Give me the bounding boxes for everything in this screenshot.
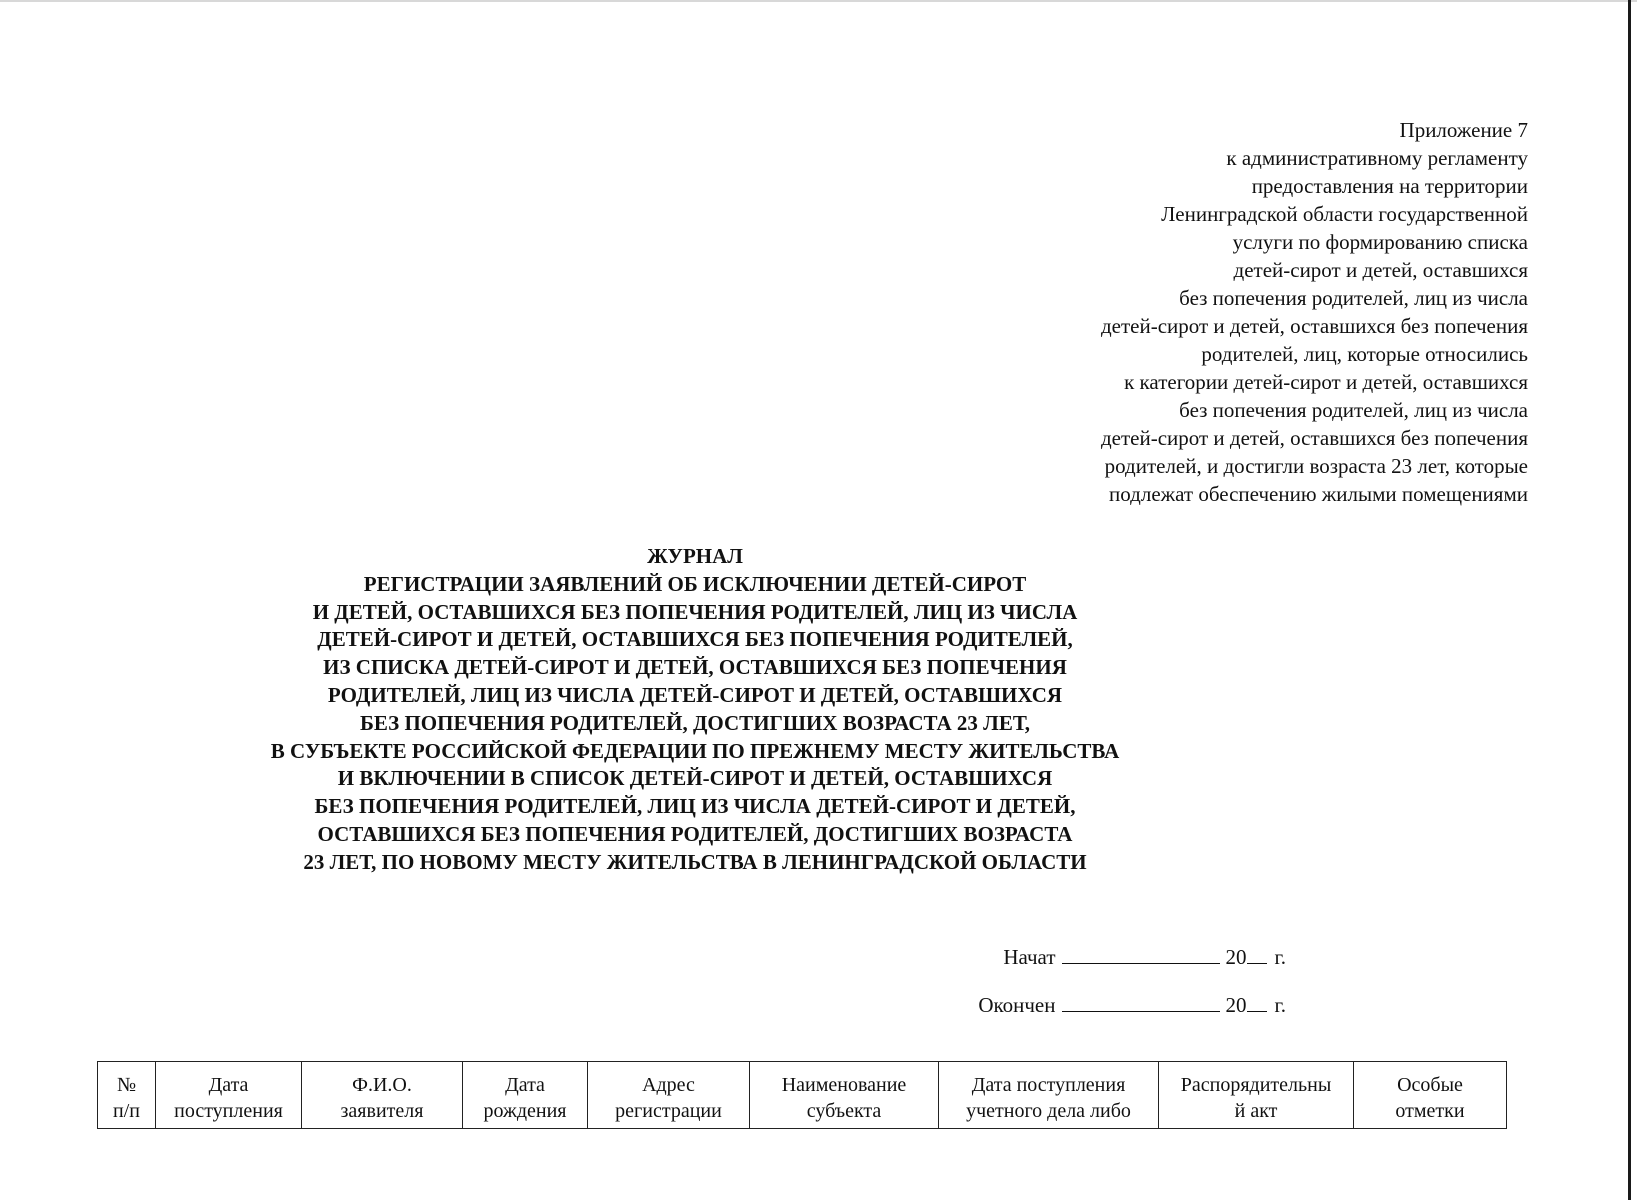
column-header-line: учетного дела либо bbox=[966, 1100, 1131, 1122]
column-header-line: регистрации bbox=[615, 1100, 722, 1122]
title-line: БЕЗ ПОПЕЧЕНИЯ РОДИТЕЛЕЙ, ЛИЦ ИЗ ЧИСЛА ДЕТЕЙ-СИРОТ И ДЕТЕЙ, bbox=[314, 794, 1076, 819]
title-line: ДЕТЕЙ-СИРОТ И ДЕТЕЙ, ОСТАВШИХСЯ БЕЗ ПОПЕЧЕНИЯ РОДИТЕЛЕЙ, bbox=[317, 627, 1073, 652]
appendix-line: подлежат обеспечению жилыми помещениями bbox=[1109, 482, 1528, 506]
appendix-line: без попечения родителей, лиц из числа bbox=[1179, 398, 1528, 422]
column-header-subject-name bbox=[750, 1062, 939, 1129]
column-header-line: субъекта bbox=[806, 1100, 882, 1122]
finished-year-prefix: 20 bbox=[1225, 993, 1247, 1017]
finished-year-blank bbox=[1247, 993, 1267, 1012]
title-line: 23 ЛЕТ, ПО НОВОМУ МЕСТУ ЖИТЕЛЬСТВА В ЛЕНИНГРАДСКОЙ ОБЛАСТИ bbox=[303, 849, 1087, 874]
scan-right-edge bbox=[1628, 0, 1631, 1200]
column-header-birth-date bbox=[463, 1062, 588, 1129]
column-header-case-receipt-date bbox=[939, 1062, 1159, 1129]
column-header-administrative-act bbox=[1159, 1062, 1354, 1129]
appendix-line: родителей, и достигли возраста 23 лет, которые bbox=[1104, 454, 1528, 478]
journal-table bbox=[97, 1061, 1507, 1129]
title-line: ИЗ СПИСКА ДЕТЕЙ-СИРОТ И ДЕТЕЙ, ОСТАВШИХСЯ БЕЗ ПОПЕЧЕНИЯ bbox=[323, 655, 1067, 680]
column-header-receipt-date bbox=[156, 1062, 302, 1129]
column-header-line: Распорядительны bbox=[1180, 1074, 1332, 1096]
journal-title bbox=[190, 543, 1200, 877]
scan-top-edge bbox=[0, 0, 1637, 2]
column-header-line: Наименование bbox=[781, 1074, 907, 1096]
column-header-line: п/п bbox=[113, 1100, 140, 1122]
column-header-line: Ф.И.О. bbox=[352, 1074, 412, 1096]
appendix-line: детей-сирот и детей, оставшихся без попечения bbox=[1100, 426, 1528, 450]
column-header-applicant-name bbox=[302, 1062, 463, 1129]
column-header-line: поступления bbox=[174, 1100, 283, 1122]
started-year-suffix: г. bbox=[1274, 945, 1286, 969]
table-header-row bbox=[98, 1062, 1507, 1129]
column-header-line: Дата bbox=[505, 1074, 545, 1096]
finished-label: Окончен bbox=[978, 993, 1056, 1017]
journal-dates bbox=[978, 943, 1286, 1039]
appendix-line: родителей, лиц, которые относились bbox=[1201, 342, 1528, 366]
started-date-blank bbox=[1062, 945, 1220, 964]
title-line: В СУБЪЕКТЕ РОССИЙСКОЙ ФЕДЕРАЦИИ ПО ПРЕЖНЕМУ МЕСТУ ЖИТЕЛЬСТВА bbox=[270, 738, 1120, 763]
appendix-line: услуги по формированию списка bbox=[1232, 230, 1528, 254]
column-header-line: й акт bbox=[1234, 1100, 1278, 1122]
column-header-number bbox=[98, 1062, 156, 1129]
column-header-line: Дата поступления bbox=[971, 1074, 1126, 1096]
finished-year-suffix: г. bbox=[1274, 993, 1286, 1017]
title-line: БЕЗ ПОПЕЧЕНИЯ РОДИТЕЛЕЙ, ДОСТИГШИХ ВОЗРАСТА 23 ЛЕТ, bbox=[359, 710, 1030, 735]
column-header-line: Адрес bbox=[642, 1074, 695, 1096]
started-year-prefix: 20 bbox=[1225, 945, 1247, 969]
title-line: ОСТАВШИХСЯ БЕЗ ПОПЕЧЕНИЯ РОДИТЕЛЕЙ, ДОСТИГШИХ ВОЗРАСТА bbox=[317, 821, 1073, 846]
appendix-line: детей-сирот и детей, оставшихся bbox=[1233, 258, 1528, 282]
appendix-line: к категории детей-сирот и детей, оставшихся bbox=[1124, 370, 1528, 394]
title-line: РЕГИСТРАЦИИ ЗАЯВЛЕНИЙ ОБ ИСКЛЮЧЕНИИ ДЕТЕЙ-СИРОТ bbox=[363, 571, 1027, 596]
column-header-line: Особые bbox=[1397, 1074, 1463, 1096]
column-header-line: Дата bbox=[208, 1074, 249, 1096]
finished-date-blank bbox=[1062, 993, 1220, 1012]
started-date-row bbox=[978, 943, 1286, 971]
finished-date-row bbox=[978, 991, 1286, 1019]
title-line: И ДЕТЕЙ, ОСТАВШИХСЯ БЕЗ ПОПЕЧЕНИЯ РОДИТЕЛЕЙ, ЛИЦ ИЗ ЧИСЛА bbox=[312, 599, 1078, 624]
appendix-line: Ленинградской области государственной bbox=[1161, 202, 1528, 226]
title-line: ЖУРНАЛ bbox=[647, 544, 743, 568]
column-header-line: рождения bbox=[483, 1100, 567, 1122]
column-header-line: заявителя bbox=[340, 1100, 424, 1122]
appendix-line: предоставления на территории bbox=[1251, 174, 1528, 198]
appendix-line: Приложение 7 bbox=[1399, 118, 1528, 142]
started-year-blank bbox=[1247, 945, 1267, 964]
title-line: И ВКЛЮЧЕНИИ В СПИСОК ДЕТЕЙ-СИРОТ И ДЕТЕЙ, ОСТАВШИХСЯ bbox=[337, 766, 1053, 791]
appendix-line: к административному регламенту bbox=[1226, 146, 1528, 170]
started-label: Начат bbox=[1003, 945, 1056, 969]
column-header-special-notes bbox=[1354, 1062, 1507, 1129]
appendix-reference bbox=[828, 116, 1528, 508]
appendix-line: детей-сирот и детей, оставшихся без попечения bbox=[1100, 314, 1528, 338]
column-header-line: отметки bbox=[1395, 1100, 1465, 1122]
column-header-registration-address bbox=[588, 1062, 750, 1129]
column-header-line: № bbox=[116, 1074, 137, 1096]
title-line: РОДИТЕЛЕЙ, ЛИЦ ИЗ ЧИСЛА ДЕТЕЙ-СИРОТ И ДЕТЕЙ, ОСТАВШИХСЯ bbox=[327, 682, 1063, 707]
appendix-line: без попечения родителей, лиц из числа bbox=[1179, 286, 1528, 310]
